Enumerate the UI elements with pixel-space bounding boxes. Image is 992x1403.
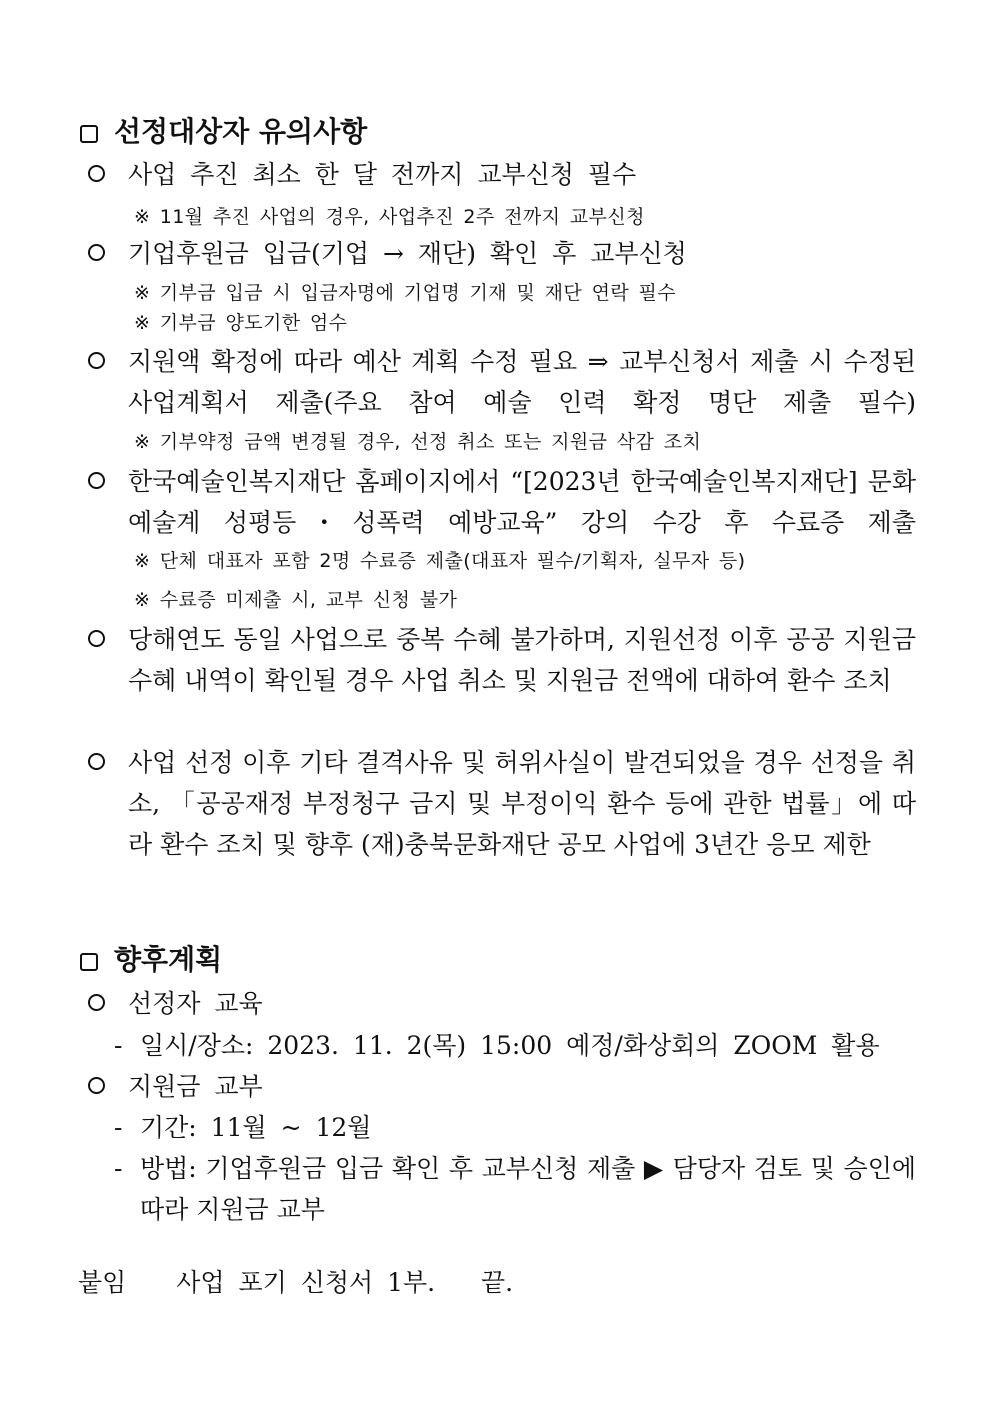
notice-item-text: 한국예술인복지재단 홈페이지에서 “[2023년 한국예술인복지재단] 문화예술계 성평등・성폭력 예방교육” 강의 수강 후 수료증 제출 — [128, 467, 916, 537]
notice-item-text: 기업후원금 입금(기업 → 재단) 확인 후 교부신청 — [128, 239, 687, 268]
checkbox-square-icon — [80, 125, 98, 143]
circle-bullet-icon — [88, 1077, 105, 1094]
dash-bullet-icon: - — [114, 1113, 123, 1142]
circle-bullet-icon — [88, 994, 105, 1011]
circle-bullet-icon — [88, 630, 105, 647]
plan-detail-text: 일시/장소: 2023. 11. 2(목) 15:00 예정/화상회의 ZOOM 활용 — [140, 1031, 880, 1060]
notice-item-text: 지원액 확정에 따라 예산 계획 수정 필요 ⇒ 교부신청서 제출 시 수정된 사업계획서 제출(주요 참여 예술 인력 확정 명단 제출 필수) — [128, 347, 916, 417]
attachment-text: 사업 포기 신청서 1부. — [176, 1268, 436, 1297]
notice-item — [88, 742, 916, 865]
notice-item — [88, 154, 916, 195]
notice-note: ※ 기부금 입금 시 입금자명에 기업명 기재 및 재단 연락 필수 — [134, 282, 677, 304]
notice-note: ※ 11월 추진 사업의 경우, 사업추진 2주 전까지 교부신청 — [134, 206, 645, 228]
notice-item-text: 사업 선정 이후 기타 결격사유 및 허위사실이 발견되었을 경우 선정을 취소, 「공공재정 부정청구 금지 및 부정이익 환수 등에 관한 법률」에 따라 환수 조치 및 향후 (재)충북문화재단 공모 사업에 3년간 응모 제한 — [128, 748, 916, 859]
notice-item — [88, 619, 916, 701]
plan-detail — [114, 1025, 916, 1066]
notice-note: ※ 단체 대표자 포함 2명 수료증 제출(대표자 필수/기획자, 실무자 등) — [134, 550, 746, 572]
plan-detail — [114, 1148, 916, 1230]
notice-item — [88, 233, 916, 274]
circle-bullet-icon — [88, 472, 105, 489]
notice-item-text: 사업 추진 최소 한 달 전까지 교부신청 필수 — [128, 160, 637, 189]
plan-item-text: 지원금 교부 — [128, 1072, 263, 1101]
section-title: 향후계획 — [114, 943, 223, 976]
dash-bullet-icon: - — [114, 1031, 123, 1060]
plan-detail-text: 방법: 기업후원금 입금 확인 후 교부신청 제출 ▶ 담당자 검토 및 승인에 따라 지원금 교부 — [140, 1154, 916, 1224]
notice-item — [88, 461, 916, 543]
circle-bullet-icon — [88, 352, 105, 369]
checkbox-square-icon — [80, 953, 98, 971]
circle-bullet-icon — [88, 753, 105, 770]
notice-item — [88, 341, 916, 423]
attachment-line — [78, 1265, 513, 1301]
section-heading-plan — [80, 943, 222, 977]
notice-item-text: 당해연도 동일 사업으로 중복 수혜 불가하며, 지원선정 이후 공공 지원금 수혜 내역이 확인될 경우 사업 취소 및 지원금 전액에 대하여 환수 조치 — [128, 625, 916, 695]
plan-item — [88, 983, 916, 1024]
notice-note: ※ 수료증 미제출 시, 교부 신청 불가 — [134, 589, 458, 611]
attachment-label: 붙임 — [78, 1268, 127, 1297]
plan-detail — [114, 1107, 916, 1148]
notice-note: ※ 기부금 양도기한 엄수 — [134, 312, 348, 334]
plan-detail-text: 기간: 11월 ~ 12월 — [140, 1113, 372, 1142]
section-heading-notes — [80, 115, 367, 149]
dash-bullet-icon: - — [114, 1154, 123, 1183]
notice-note: ※ 기부약정 금액 변경될 경우, 선정 취소 또는 지원금 삭감 조치 — [134, 431, 702, 453]
circle-bullet-icon — [88, 165, 105, 182]
end-mark: 끝. — [481, 1268, 514, 1297]
plan-item-text: 선정자 교육 — [128, 989, 263, 1018]
section-title: 선정대상자 유의사항 — [114, 115, 368, 148]
plan-item — [88, 1066, 916, 1107]
circle-bullet-icon — [88, 244, 105, 261]
